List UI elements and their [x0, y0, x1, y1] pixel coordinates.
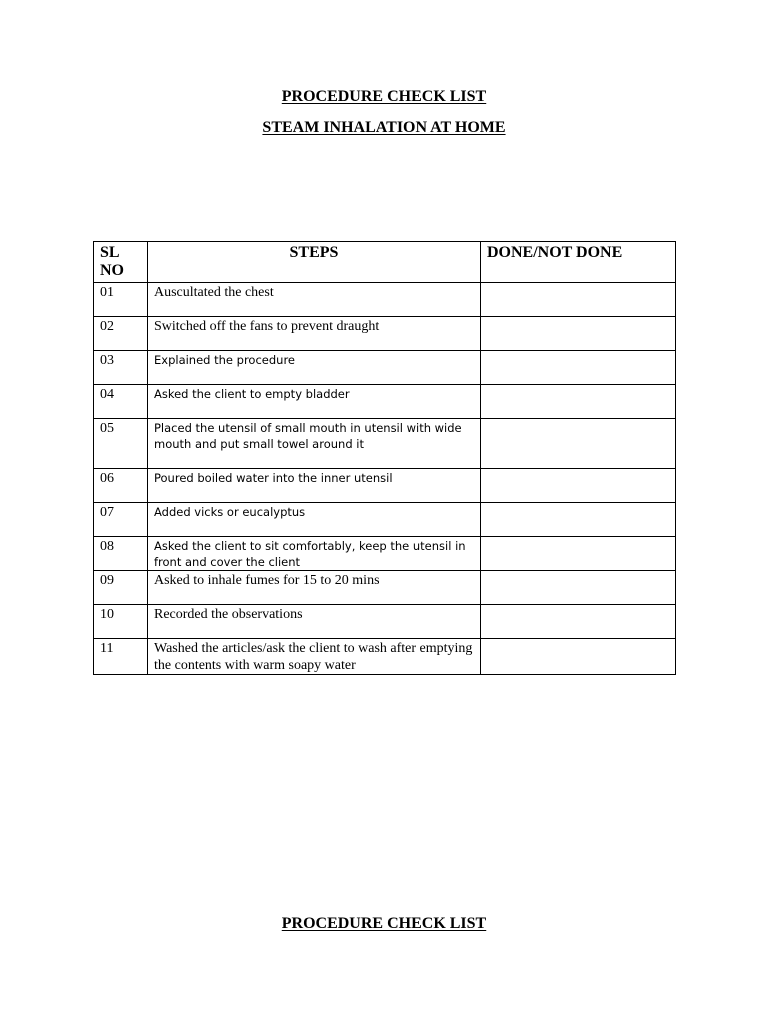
row-number-cell: 06	[94, 469, 148, 503]
row-number-cell: 11	[94, 639, 148, 675]
step-cell: Asked to inhale fumes for 15 to 20 mins	[148, 571, 481, 605]
row-number-cell: 05	[94, 419, 148, 469]
step-cell: Recorded the observations	[148, 605, 481, 639]
table-row	[94, 537, 676, 571]
row-number-cell: 08	[94, 537, 148, 571]
done-cell[interactable]	[481, 503, 676, 537]
step-cell: Washed the articles/ask the client to wash after emptying the contents with warm soapy water	[148, 639, 481, 675]
next-page-title-text: PROCEDURE CHECK LIST	[281, 915, 487, 932]
row-number-cell: 02	[94, 317, 148, 351]
step-cell: Asked the client to empty bladder	[148, 385, 481, 419]
done-cell[interactable]	[481, 639, 676, 675]
page-subtitle	[0, 119, 768, 137]
row-number-cell: 04	[94, 385, 148, 419]
table-row	[94, 419, 676, 469]
done-cell[interactable]	[481, 605, 676, 639]
step-cell: Asked the client to sit comfortably, keep the utensil in front and cover the client	[148, 537, 481, 571]
done-cell[interactable]	[481, 419, 676, 469]
table-row	[94, 283, 676, 317]
row-number-cell: 10	[94, 605, 148, 639]
steps-header: STEPS	[148, 242, 481, 283]
done-header: DONE/NOT DONE	[481, 242, 676, 283]
row-number-cell: 01	[94, 283, 148, 317]
next-page-title	[0, 915, 768, 933]
done-cell[interactable]	[481, 283, 676, 317]
row-number-cell: 03	[94, 351, 148, 385]
table-row	[94, 605, 676, 639]
table-header-row	[94, 242, 676, 283]
row-number-cell: 07	[94, 503, 148, 537]
step-cell: Added vicks or eucalyptus	[148, 503, 481, 537]
table-row	[94, 571, 676, 605]
step-cell: Placed the utensil of small mouth in utensil with wide mouth and put small towel around it	[148, 419, 481, 469]
done-cell[interactable]	[481, 469, 676, 503]
done-cell[interactable]	[481, 385, 676, 419]
table-row	[94, 351, 676, 385]
table-row	[94, 317, 676, 351]
page-title	[0, 88, 768, 106]
page-subtitle-text: STEAM INHALATION AT HOME	[262, 119, 506, 136]
table-row	[94, 503, 676, 537]
step-cell: Auscultated the chest	[148, 283, 481, 317]
step-cell: Poured boiled water into the inner utensil	[148, 469, 481, 503]
done-cell[interactable]	[481, 351, 676, 385]
done-cell[interactable]	[481, 537, 676, 571]
step-cell: Switched off the fans to prevent draught	[148, 317, 481, 351]
row-number-cell: 09	[94, 571, 148, 605]
done-cell[interactable]	[481, 571, 676, 605]
sl-no-header: SL NO	[94, 242, 148, 283]
table-row	[94, 469, 676, 503]
page-title-text: PROCEDURE CHECK LIST	[281, 88, 487, 105]
table-row	[94, 385, 676, 419]
table-row	[94, 639, 676, 675]
done-cell[interactable]	[481, 317, 676, 351]
checklist-table	[93, 241, 676, 675]
step-cell: Explained the procedure	[148, 351, 481, 385]
